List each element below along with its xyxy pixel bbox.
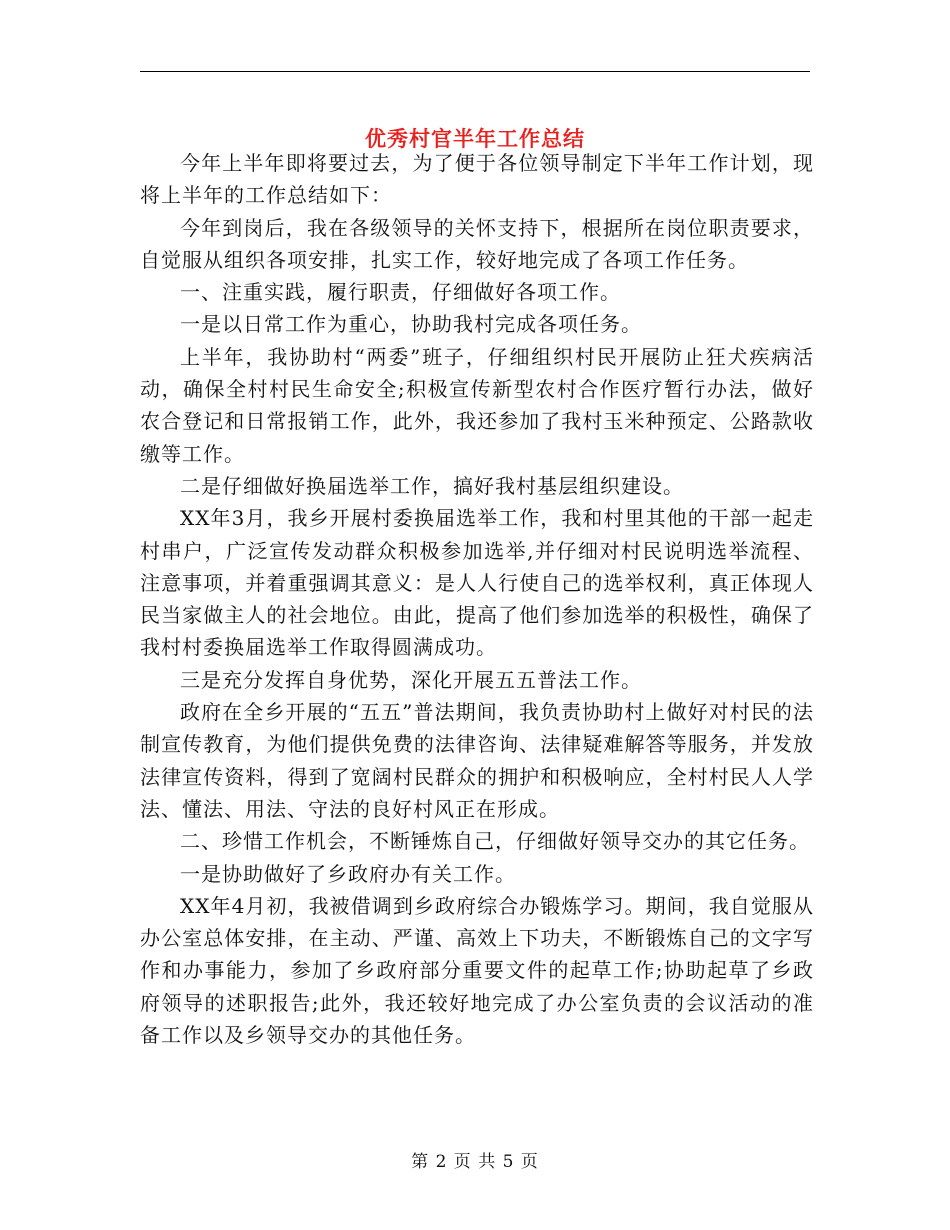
document-title: 优秀村官半年工作总结 <box>365 126 585 152</box>
header-rule <box>140 71 810 72</box>
subheading-1-1: 一是以日常工作为重心，协助我村完成各项任务。 <box>180 312 642 337</box>
paragraph-1-2: XX年3月，我乡开展村委换届选举工作，我和村里其他的干部一起走村串户，广泛宣传发动群众积极参加选举,并仔细对村民说明选举流程、注意事项，并着重强调其意义：是人人行使自己的选举权利，真正体现人民当家做主人的社会地位。由此，提高了他们参加选举的积极性，确保了我村村委换届选举工作取得圆满成功。 <box>140 506 814 660</box>
section-heading-1: 一、注重实践，履行职责，仔细做好各项工作。 <box>180 280 621 305</box>
subheading-1-3: 三是充分发挥自身优势，深化开展五五普法工作。 <box>180 667 642 692</box>
paragraph-intro: 今年上半年即将要过去，为了便于各位领导制定下半年工作计划，现将上半年的工作总结如下： <box>140 151 814 208</box>
subheading-2-1: 一是协助做好了乡政府办有关工作。 <box>180 861 516 886</box>
document-body <box>140 147 814 1051</box>
paragraph-2-1: XX年4月初，我被借调到乡政府综合办锻炼学习。期间，我自觉服从办公室总体安排，在主动、严谨、高效上下功夫，不断锻炼自己的文字写作和办事能力，参加了乡政府部分重要文件的起草工作;协助起草了乡政府领导的述职报告;此外，我还较好地完成了办公室负责的会议活动的准备工作以及乡领导交办的其他任务。 <box>140 893 814 1048</box>
subheading-1-2: 二是仔细做好换届选举工作，搞好我村基层组织建设。 <box>180 473 684 498</box>
paragraph-overview: 今年到岗后，我在各级领导的关怀支持下，根据所在岗位职责要求，自觉服从组织各项安排，扎实工作，较好地完成了各项工作任务。 <box>140 215 814 272</box>
paragraph-1-3: 政府在全乡开展的“五五”普法期间，我负责协助村上做好对村民的法制宣传教育，为他们提供免费的法律咨询、法律疑难解答等服务，并发放法律宣传资料，得到了宽阔村民群众的拥护和积极响应，全村村民人人学法、懂法、用法、守法的良好村风正在形成。 <box>140 700 814 821</box>
page-number-footer: 第 2 页 共 5 页 <box>411 1152 539 1172</box>
paragraph-1-1: 上半年，我协助村“两委”班子，仔细组织村民开展防止狂犬疾病活动，确保全村村民生命安全;积极宣传新型农村合作医疗暂行办法，做好农合登记和日常报销工作，此外，我还参加了我村玉米种预定、公路款收缴等工作。 <box>140 344 814 466</box>
section-heading-2: 二、珍惜工作机会，不断锤炼自己，仔细做好领导交办的其它任务。 <box>180 829 810 854</box>
